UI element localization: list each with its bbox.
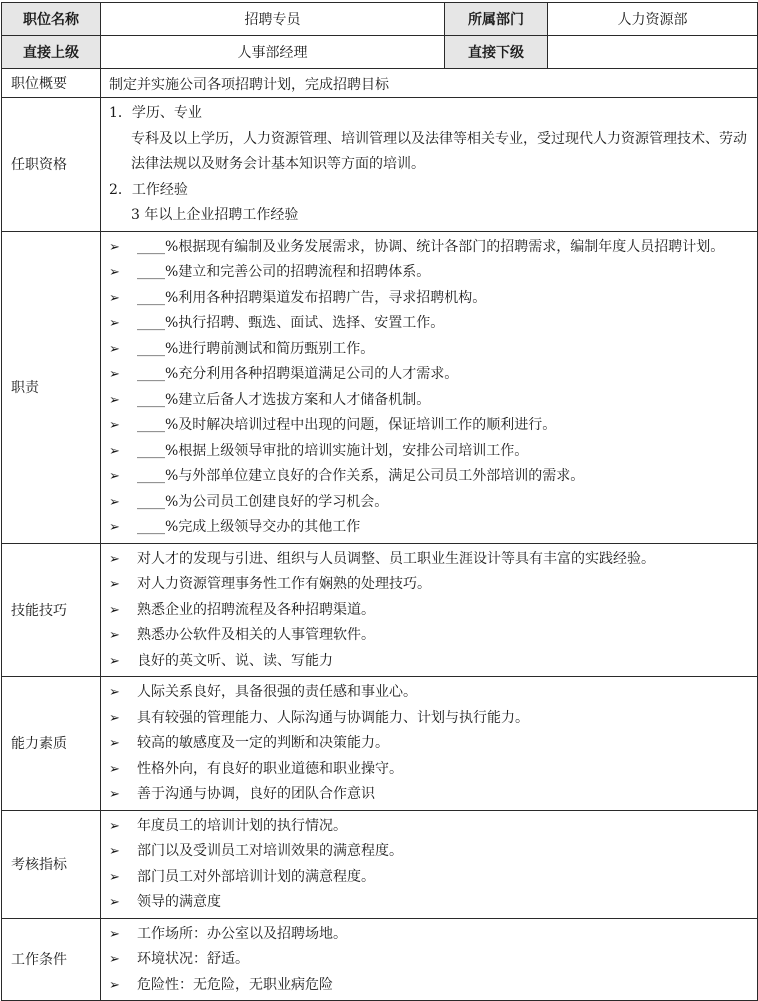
header-row-1 — [2, 3, 758, 36]
ability-text: 较高的敏感度及一定的判断和决策能力。 — [137, 735, 389, 751]
arrow-bullet-icon: ➢ — [109, 736, 120, 751]
kpi-text: 领导的满意度 — [137, 894, 221, 910]
percent-blank: ____% — [137, 366, 179, 382]
kpi-item — [109, 890, 749, 916]
skill-text: 对人才的发现与引进、组织与人员调整、员工职业生涯设计等具有丰富的实践经验。 — [137, 550, 655, 567]
arrow-bullet-icon: ➢ — [109, 418, 120, 433]
abilities-content — [101, 677, 758, 811]
overview-label: 职位概要 — [2, 69, 101, 98]
condition-item — [109, 973, 749, 999]
arrow-bullet-icon: ➢ — [109, 469, 120, 484]
duty-item — [109, 464, 749, 490]
skills-content — [101, 543, 758, 677]
overview-row — [2, 69, 758, 98]
arrow-bullet-icon: ➢ — [109, 895, 120, 910]
ability-text: 具有较强的管理能力、人际沟通与协调能力、计划与执行能力。 — [137, 709, 529, 726]
arrow-bullet-icon: ➢ — [109, 290, 120, 306]
qualification-experience-title: 2．工作经验 — [109, 181, 188, 198]
superior-value: 人事部经理 — [101, 36, 445, 69]
percent-blank: ____% — [137, 289, 179, 306]
percent-blank: ____% — [137, 238, 179, 255]
department-label: 所属部门 — [445, 3, 548, 36]
duties-content — [101, 231, 758, 543]
duty-item — [109, 235, 749, 261]
skill-text: 熟悉企业的招聘流程及各种招聘渠道。 — [137, 601, 375, 618]
duty-item — [109, 286, 749, 312]
arrow-bullet-icon: ➢ — [109, 520, 120, 535]
arrow-bullet-icon: ➢ — [109, 685, 120, 700]
abilities-label: 能力素质 — [2, 677, 101, 811]
condition-text: 危险性：无危险，无职业病危险 — [137, 976, 333, 993]
skill-text: 良好的英文听、说、读、写能力 — [137, 652, 333, 669]
duty-text: 根据上级领导审批的培训实施计划，安排公司培训工作。 — [178, 442, 529, 459]
percent-blank: ____% — [137, 468, 179, 484]
duty-text: 利用各种招聘渠道发布招聘广告，寻求招聘机构。 — [178, 289, 487, 306]
skills-label: 技能技巧 — [2, 543, 101, 677]
skill-text: 对人力资源管理事务性工作有娴熟的处理技巧。 — [137, 576, 431, 592]
qualification-experience-text: 3 年以上企业招聘工作经验 — [131, 207, 299, 223]
qualifications-label: 任职资格 — [2, 98, 101, 232]
position-value: 招聘专员 — [101, 3, 445, 36]
position-label: 职位名称 — [2, 3, 101, 36]
arrow-bullet-icon: ➢ — [109, 926, 120, 942]
duty-item — [109, 388, 749, 414]
arrow-bullet-icon: ➢ — [109, 844, 120, 859]
skill-text: 熟悉办公软件及相关的人事管理软件。 — [137, 627, 375, 643]
duty-text: 与外部单位建立良好的合作关系，满足公司员工外部培训的需求。 — [178, 468, 585, 484]
duty-text: 充分利用各种招聘渠道满足公司的人才需求。 — [178, 366, 459, 382]
qualification-education-text: 专科及以上学历，人力资源管理、培训管理以及法律等相关专业，受过现代人力资源管理技术、劳动法律法规以及财务会计基本知识等方面的培训。 — [131, 130, 747, 172]
percent-blank: ____% — [137, 264, 179, 280]
ability-item — [109, 782, 749, 808]
ability-item — [109, 757, 749, 783]
conditions-content — [101, 918, 758, 1001]
duty-text: 建立后备人才选拔方案和人才储备机制。 — [178, 391, 431, 408]
superior-label: 直接上级 — [2, 36, 101, 69]
arrow-bullet-icon: ➢ — [109, 239, 120, 255]
kpi-item — [109, 865, 749, 891]
duty-text: 进行聘前测试和简历甄别工作。 — [178, 340, 375, 357]
duty-item — [109, 439, 749, 465]
qualifications-content — [101, 98, 758, 232]
condition-text: 工作场所：办公室以及招聘场地。 — [137, 925, 347, 942]
percent-blank: ____% — [137, 519, 179, 535]
qualifications-row — [2, 98, 758, 232]
kpi-label: 考核指标 — [2, 810, 101, 918]
percent-blank: ____% — [137, 417, 179, 433]
ability-text: 人际关系良好，具备很强的责任感和事业心。 — [137, 684, 417, 700]
duty-item — [109, 515, 749, 541]
duty-item — [109, 362, 749, 388]
arrow-bullet-icon: ➢ — [109, 628, 120, 643]
arrow-bullet-icon: ➢ — [109, 265, 120, 280]
ability-item — [109, 706, 749, 732]
arrow-bullet-icon: ➢ — [109, 952, 120, 967]
subordinate-label: 直接下级 — [445, 36, 548, 69]
percent-blank: ____% — [137, 493, 179, 510]
skill-item — [109, 623, 749, 649]
arrow-bullet-icon: ➢ — [109, 977, 120, 993]
duty-item — [109, 490, 749, 516]
duty-item — [109, 337, 749, 363]
arrow-bullet-icon: ➢ — [109, 653, 120, 669]
skill-item — [109, 649, 749, 675]
arrow-bullet-icon: ➢ — [109, 551, 120, 567]
duties-row — [2, 231, 758, 543]
arrow-bullet-icon: ➢ — [109, 392, 120, 408]
qualification-education-title: 1．学历、专业 — [109, 105, 202, 121]
ability-text: 性格外向，有良好的职业道德和职业操守。 — [137, 760, 403, 777]
kpi-item — [109, 814, 749, 840]
subordinate-value — [548, 36, 758, 69]
percent-blank: ____% — [137, 315, 179, 331]
arrow-bullet-icon: ➢ — [109, 367, 120, 382]
department-value: 人力资源部 — [548, 3, 758, 36]
kpi-item — [109, 839, 749, 865]
percent-blank: ____% — [137, 391, 179, 408]
kpi-row — [2, 810, 758, 918]
duty-text: 根据现有编制及业务发展需求，协调、统计各部门的招聘需求，编制年度人员招聘计划。 — [178, 238, 725, 255]
conditions-label: 工作条件 — [2, 918, 101, 1001]
arrow-bullet-icon: ➢ — [109, 710, 120, 726]
arrow-bullet-icon: ➢ — [109, 494, 120, 510]
kpi-text: 部门员工对外部培训计划的满意程度。 — [137, 868, 375, 885]
duty-item — [109, 413, 749, 439]
kpi-text: 部门以及受训员工对培训效果的满意程度。 — [137, 843, 403, 859]
skill-item — [109, 572, 749, 598]
abilities-row — [2, 677, 758, 811]
duty-text: 完成上级领导交办的其他工作 — [178, 519, 361, 535]
duty-text: 为公司员工创建良好的学习机会。 — [178, 493, 389, 510]
arrow-bullet-icon: ➢ — [109, 316, 120, 331]
duties-label: 职责 — [2, 231, 101, 543]
arrow-bullet-icon: ➢ — [109, 761, 120, 777]
arrow-bullet-icon: ➢ — [109, 869, 120, 885]
arrow-bullet-icon: ➢ — [109, 341, 120, 357]
arrow-bullet-icon: ➢ — [109, 818, 120, 834]
arrow-bullet-icon: ➢ — [109, 602, 120, 618]
arrow-bullet-icon: ➢ — [109, 787, 120, 802]
overview-text: 制定并实施公司各项招聘计划，完成招聘目标 — [101, 69, 758, 98]
duty-item — [109, 260, 749, 286]
arrow-bullet-icon: ➢ — [109, 577, 120, 592]
kpi-text: 年度员工的培训计划的执行情况。 — [137, 817, 347, 834]
duty-item — [109, 311, 749, 337]
header-row-2 — [2, 36, 758, 69]
duty-text: 建立和完善公司的招聘流程和招聘体系。 — [178, 264, 431, 280]
percent-blank: ____% — [137, 442, 179, 459]
skills-row — [2, 543, 758, 677]
job-description-table — [1, 2, 758, 1001]
ability-item — [109, 680, 749, 706]
duty-text: 执行招聘、甄选、面试、选择、安置工作。 — [178, 315, 445, 331]
skill-item — [109, 547, 749, 573]
condition-item — [109, 922, 749, 948]
ability-item — [109, 731, 749, 757]
skill-item — [109, 598, 749, 624]
kpi-content — [101, 810, 758, 918]
ability-text: 善于沟通与协调，良好的团队合作意识 — [137, 786, 375, 802]
arrow-bullet-icon: ➢ — [109, 443, 120, 459]
condition-text: 环境状况：舒适。 — [137, 951, 249, 967]
conditions-row — [2, 918, 758, 1001]
duty-text: 及时解决培训过程中出现的问题，保证培训工作的顺利进行。 — [178, 417, 557, 433]
percent-blank: ____% — [137, 340, 179, 357]
condition-item — [109, 947, 749, 973]
